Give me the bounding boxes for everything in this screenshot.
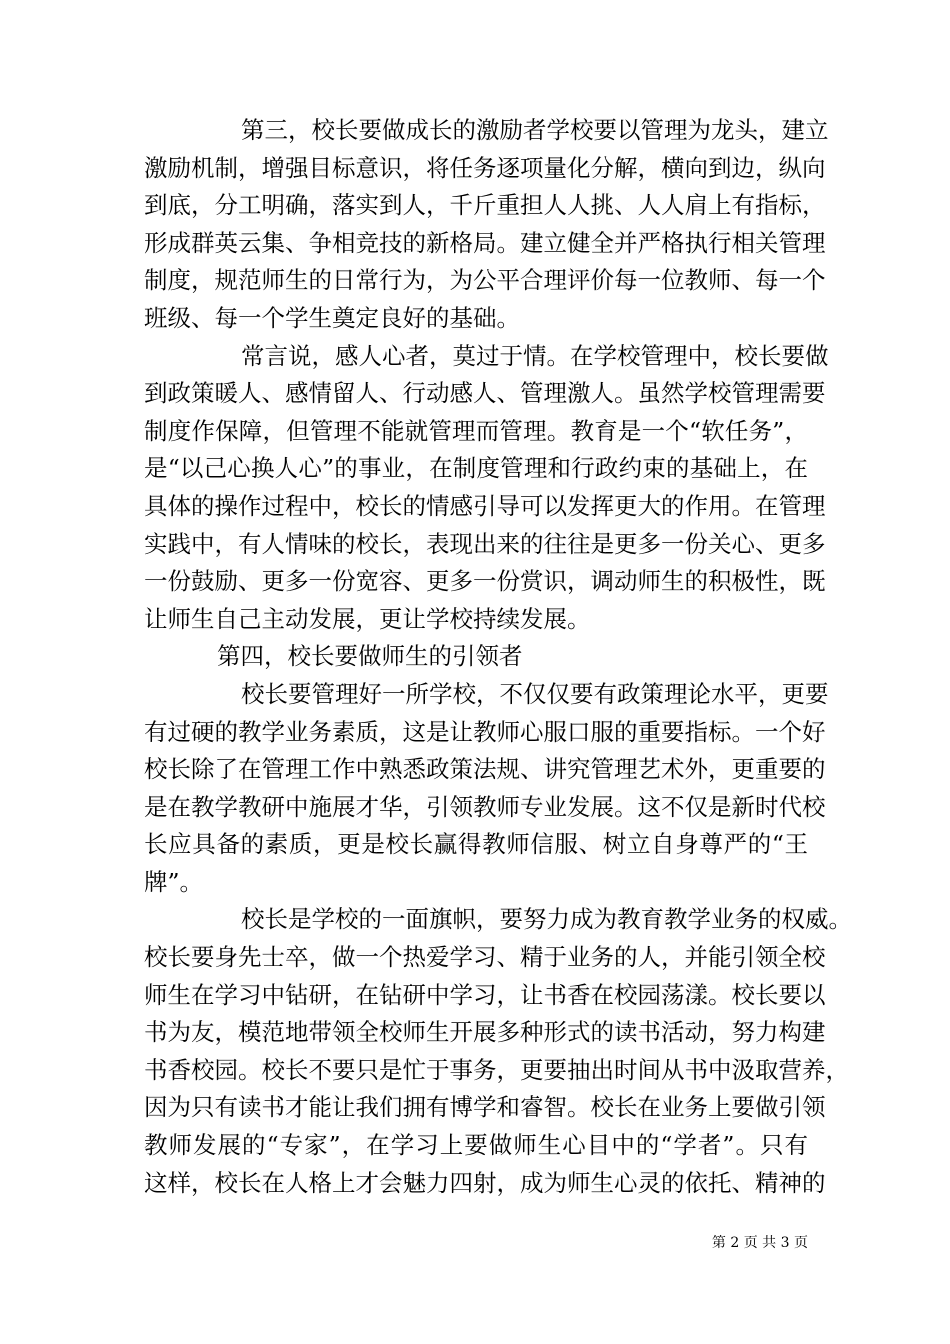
text-line: 校长是学校的一面旗帜，要努力成为教育教学业务的权威。: [241, 905, 852, 934]
text-line: 形成群英云集、争相竞技的新格局。建立健全并严格执行相关管理: [144, 228, 826, 257]
text-line: 制度作保障，但管理不能就管理而管理。教育是一个“软任务”，: [144, 416, 808, 445]
paragraph-p2: [144, 338, 829, 639]
text-line: 校长要身先士卒，做一个热爱学习、精于业务的人，并能引领全校: [144, 943, 826, 972]
text-line: 让师生自己主动发展，更让学校持续发展。: [144, 604, 591, 633]
text-line: 长应具备的素质，更是校长赢得教师信服、树立自身尊严的“王: [144, 830, 808, 859]
text-line: 是在教学教研中施展才华，引领教师专业发展。这不仅是新时代校: [144, 792, 826, 821]
text-line: 实践中，有人情味的校长，表现出来的往往是更多一份关心、更多: [144, 529, 826, 558]
text-line: 校长除了在管理工作中熟悉政策法规、讲究管理艺术外，更重要的: [144, 755, 826, 784]
text-line: 一份鼓励、更多一份宽容、更多一份赏识，调动师生的积极性，既: [144, 567, 826, 596]
text-line: 这样，校长在人格上才会魅力四射，成为师生心灵的依托、精神的: [144, 1168, 826, 1197]
text-line: 师生在学习中钻研，在钻研中学习，让书香在校园荡漾。校长要以: [144, 980, 826, 1009]
text-line: 教师发展的“专家”，在学习上要做师生心目中的“学者”。只有: [144, 1131, 808, 1160]
text-line: 书为友，模范地带领全校师生开展多种形式的读书活动，努力构建: [144, 1018, 826, 1047]
text-line: 到政策暖人、感情留人、行动感人、管理激人。虽然学校管理需要: [144, 379, 826, 408]
text-line: 因为只有读书才能让我们拥有博学和睿智。校长在业务上要做引领: [144, 1093, 826, 1122]
text-line: 常言说，感人心者，莫过于情。在学校管理中，校长要做: [241, 341, 829, 370]
text-line: 校长要管理好一所学校，不仅仅要有政策理论水平，更要: [241, 679, 829, 708]
section-heading: [144, 638, 808, 676]
text-line: 有过硬的教学业务素质，这是让教师心服口服的重要指标。一个好: [144, 717, 826, 746]
paragraph-p1: [144, 112, 829, 338]
text-line: 第三，校长要做成长的激励者学校要以管理为龙头，建立: [241, 116, 829, 144]
document-page: [144, 112, 852, 1202]
paragraph-p3: [144, 676, 829, 902]
text-line: 具体的操作过程中，校长的情感引导可以发挥更大的作用。在管理: [144, 491, 826, 520]
text-line: 书香校园。校长不要只是忙于事务，更要抽出时间从书中汲取营养，: [144, 1055, 849, 1084]
text-line: 是“以己心换人心”的事业，在制度管理和行政约束的基础上，在: [144, 454, 808, 483]
text-line: 牌”。: [144, 867, 204, 896]
text-line: 制度，规范师生的日常行为，为公平合理评价每一位教师、每一个: [144, 266, 826, 295]
text-line: 班级、每一个学生奠定良好的基础。: [144, 303, 520, 332]
text-line: 激励机制，增强目标意识，将任务逐项量化分解，横向到边，纵向: [144, 153, 826, 182]
heading-line: 第四，校长要做师生的引领者: [217, 642, 523, 671]
text-line: 到底，分工明确，落实到人，千斤重担人人挑、人人肩上有指标，: [144, 191, 826, 220]
paragraph-p4: [144, 901, 852, 1202]
page-number-footer: 第 2 页 共 3 页: [711, 1235, 808, 1251]
